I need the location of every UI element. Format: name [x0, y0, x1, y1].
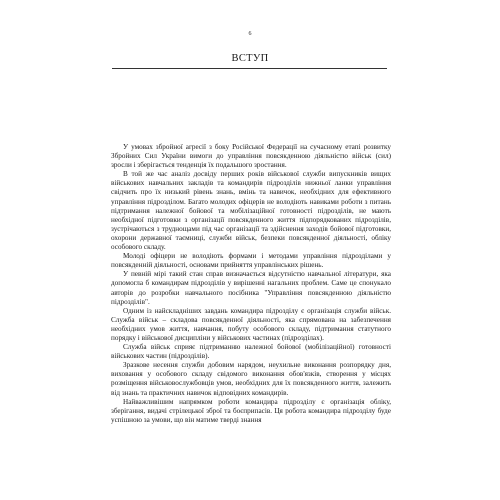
heading-divider: [112, 68, 387, 69]
paragraph: Найважливішим напрямком роботи командира підрозділу є організація обліку, зберігання, видачі стрілецької зброї та боєприпасів. Ця робота командира підрозділу буде успішною за умови, що він матиме тверді знання: [111, 397, 391, 424]
paragraph: Зразкове несення служби добовим нарядом, неухильне виконання розпорядку дня, виховання у особового складу свідомого виконання обов'язків, створення у місцях розміщення військовослужбовців умов, необхідних для їх повсякденного життя, залежить від знань та практичних навичок відповідних командирів.: [111, 361, 391, 397]
paragraph: В той же час аналіз досвіду перших років військової служби випускників вищих військових навчальних закладів та командирів підрозділів нижньої ланки управління свідчить про їх низький рівень знань, вмінь та навичок, необхідних для ефективного управління підрозділом. Багато молодих офіцерів не володіють навиками роботи з питань підтримання належної бойової та мобілізаційної готовності підрозділів, не мають необхідної підготовки з організації повсякденного життя підпорядкованих підрозділів, зустрічаються з труднощами під час організації та здійснення заходів бойової підготовки, охорони державної таємниці, служби військ, безпеки повсякденної діяльності, обліку особового складу.: [111, 170, 391, 252]
paragraph: Молоді офіцери не володіють формами і методами управління підрозділами у повсякденній діяльності, основами прийняття управлінських рішень.: [111, 252, 391, 270]
page-number: 6: [248, 31, 252, 37]
paragraph: У умовах збройної агресії з боку Російської Федерації на сучасному етапі розвитку Збройних Сил України вимоги до управління повсякденною діяльністю військ (сил) зросли і зберігається тенденція їх подальшого зростання.: [111, 143, 391, 170]
paragraph: У певній мірі такий стан справ визначається відсутністю навчальної літератури, яка допомогла б командирам підрозділів у вирішенні нагальних проблем. Саме це спонукало авторів до розробки навчального посібника "Управління повсякденною діяльністю підрозділів".: [111, 270, 391, 306]
page-title: ВСТУП: [231, 53, 269, 64]
paragraph: Одним із найскладніших завдань командира підрозділу є організація служби військ. Служба військ – складова повсякденної діяльності, яка спрямована на забезпечення необхідних умов життя, навчання, побуту особового складу, підтримання статутного порядку і військової дисципліни у військових частинах (підрозділах).: [111, 306, 391, 342]
paragraph: Служба військ сприяє підтриманню належної бойової (мобілізаційної) готовності військових частин (підрозділів).: [111, 343, 391, 361]
body-text: [111, 143, 391, 425]
